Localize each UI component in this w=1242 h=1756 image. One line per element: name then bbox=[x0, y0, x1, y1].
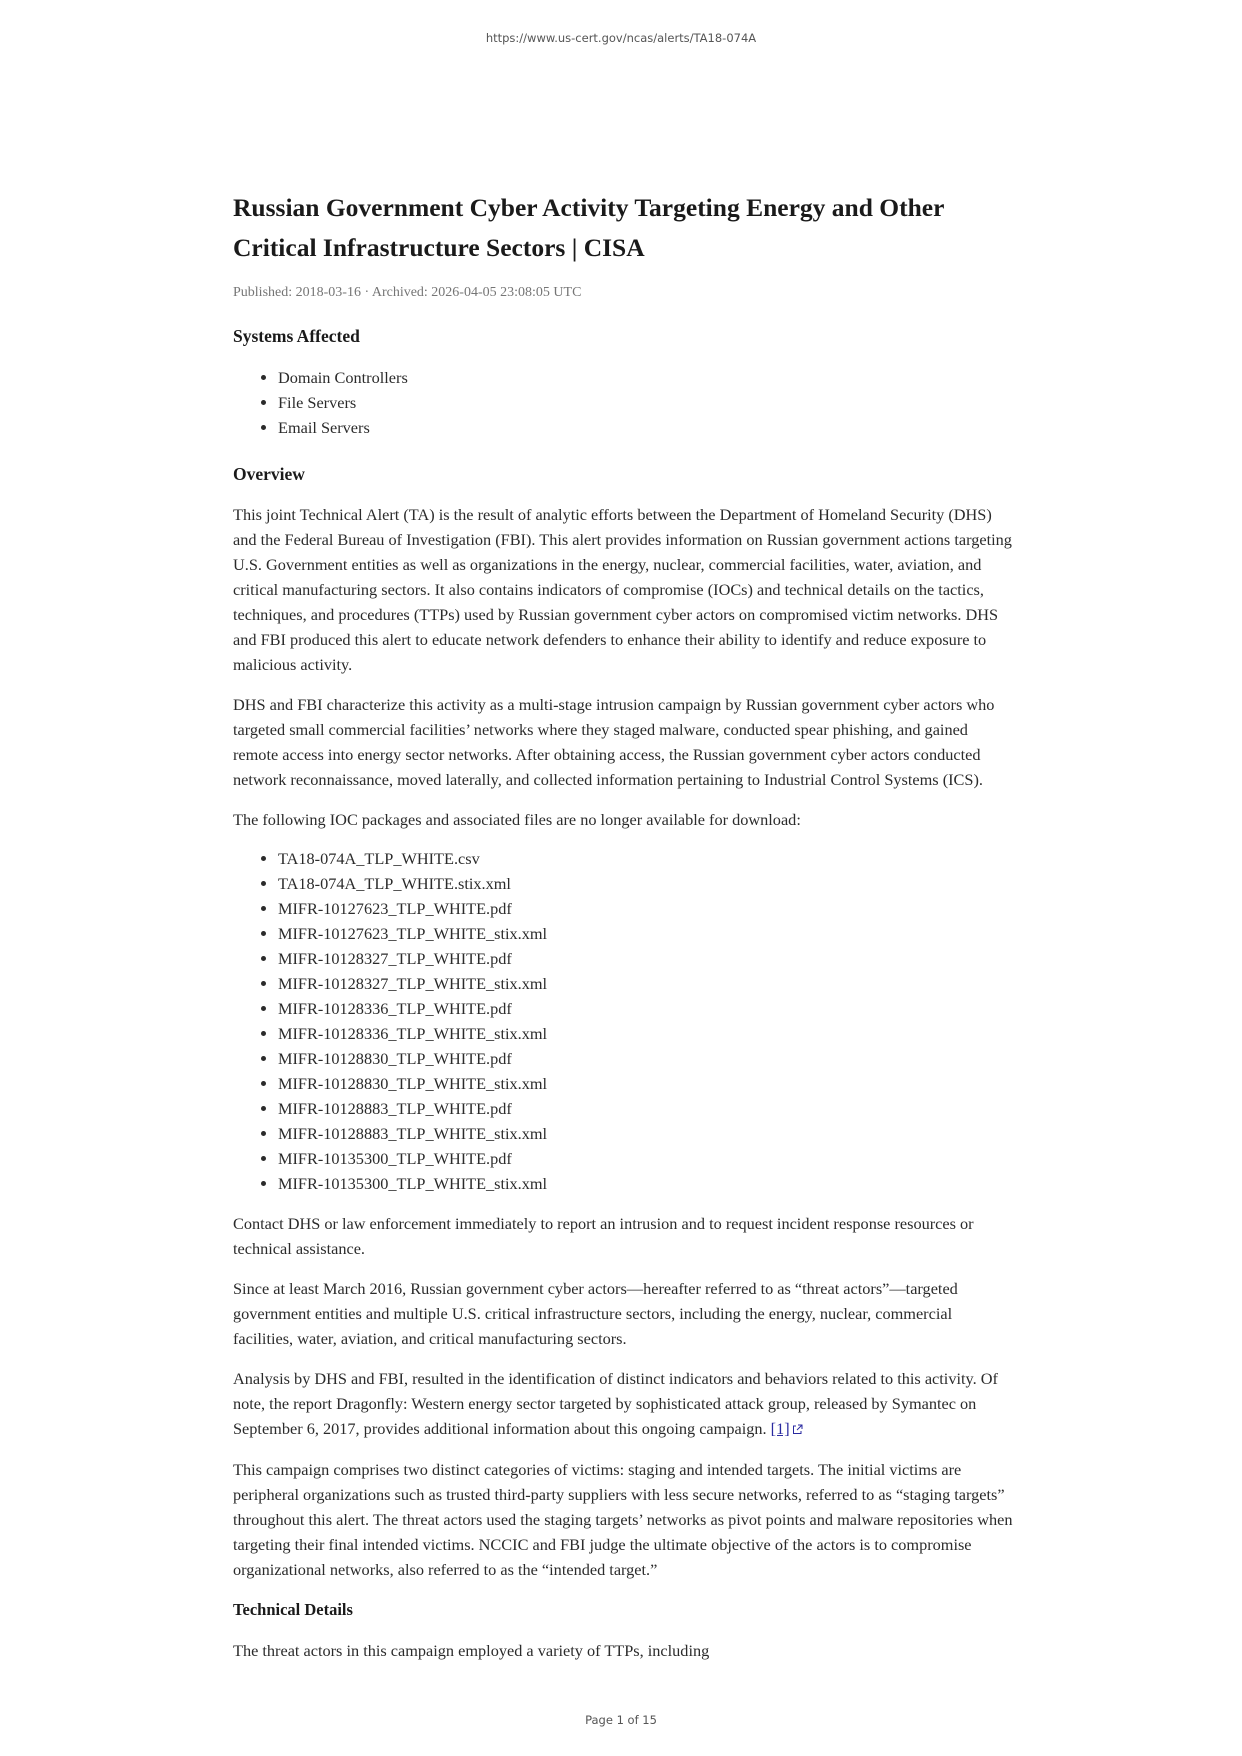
list-item: • Email Servers bbox=[278, 415, 1013, 440]
list-item: • MIFR-10127623_TLP_WHITE_stix.xml bbox=[278, 921, 1013, 946]
list-item: • File Servers bbox=[278, 390, 1013, 415]
overview-paragraph-6 bbox=[233, 1366, 1013, 1442]
list-item: • MIFR-10135300_TLP_WHITE_stix.xml bbox=[278, 1171, 1013, 1196]
list-item: • MIFR-10128327_TLP_WHITE.pdf bbox=[278, 946, 1013, 971]
overview-paragraph-4: Contact DHS or law enforcement immediately to report an intrusion and to request incident response resources or technical assistance. bbox=[233, 1214, 974, 1258]
list-item: • TA18-074A_TLP_WHITE.stix.xml bbox=[278, 871, 1013, 896]
list-item: • MIFR-10128883_TLP_WHITE_stix.xml bbox=[278, 1121, 1013, 1146]
systems-affected-list bbox=[233, 365, 1013, 440]
page-url: https://www.us-cert.gov/ncas/alerts/TA18-074A bbox=[485, 31, 757, 45]
list-item: • MIFR-10127623_TLP_WHITE.pdf bbox=[278, 896, 1013, 921]
list-item: • MIFR-10128327_TLP_WHITE_stix.xml bbox=[278, 971, 1013, 996]
technical-details-paragraph-1: The threat actors in this campaign employed a variety of TTPs, including bbox=[233, 1641, 710, 1660]
technical-details-heading: Technical Details bbox=[233, 1600, 353, 1619]
overview-paragraph-6-text: Analysis by DHS and FBI, resulted in the identification of distinct indicators and behaviors related to this activity. Of note, the report Dragonfly: Western energy sector targeted by sophisticated attack group, released by Symantec on September 6, 2017, provides additional information about this ongoing campaign. bbox=[233, 1369, 998, 1438]
overview-paragraph-2: DHS and FBI characterize this activity as a multi-stage intrusion campaign by Russian government cyber actors who targeted small commercial facilities’ networks where they staged malware, conducted spear phishing, and gained remote access into energy sector networks. After obtaining access, the Russian government cyber actors conducted network reconnaissance, moved laterally, and collected information pertaining to Industrial Control Systems (ICS). bbox=[233, 695, 995, 789]
page-title: Russian Government Cyber Activity Targeting Energy and Other Critical Infrastructure Sectors | CISA bbox=[233, 193, 944, 262]
overview-paragraph-5: Since at least March 2016, Russian government cyber actors—hereafter referred to as “threat actors”—targeted government entities and multiple U.S. critical infrastructure sectors, including the energy, nuclear, commercial facilities, water, aviation, and critical manufacturing sectors. bbox=[233, 1279, 958, 1348]
list-item: • MIFR-10128336_TLP_WHITE.pdf bbox=[278, 996, 1013, 1021]
list-item: • MIFR-10128883_TLP_WHITE.pdf bbox=[278, 1096, 1013, 1121]
overview-paragraph-1: This joint Technical Alert (TA) is the result of analytic efforts between the Department of Homeland Security (DHS) and the Federal Bureau of Investigation (FBI). This alert provides information on Russian government actions targeting U.S. Government entities as well as organizations in the energy, nuclear, commercial facilities, water, aviation, and critical manufacturing sectors. It also contains indicators of compromise (IOCs) and technical details on the tactics, techniques, and procedures (TTPs) used by Russian government cyber actors on compromised victim networks. DHS and FBI produced this alert to educate network defenders to enhance their ability to identify and reduce exposure to malicious activity. bbox=[233, 505, 1012, 674]
list-item: • MIFR-10128336_TLP_WHITE_stix.xml bbox=[278, 1021, 1013, 1046]
article bbox=[233, 188, 1013, 1663]
publish-meta: Published: 2018-03-16 · Archived: 2026-04-05 23:08:05 UTC bbox=[233, 285, 582, 300]
overview-heading: Overview bbox=[233, 464, 305, 484]
page-number: Page 1 of 15 bbox=[585, 1713, 657, 1727]
systems-affected-heading: Systems Affected bbox=[233, 326, 360, 346]
overview-paragraph-3: The following IOC packages and associated files are no longer available for download: bbox=[233, 810, 801, 829]
list-item: • MIFR-10128830_TLP_WHITE_stix.xml bbox=[278, 1071, 1013, 1096]
ioc-file-list bbox=[233, 846, 1013, 1196]
reference-link-1[interactable]: [1] bbox=[770, 1419, 790, 1438]
list-item: • Domain Controllers bbox=[278, 365, 1013, 390]
list-item: • TA18-074A_TLP_WHITE.csv bbox=[278, 846, 1013, 871]
list-item: • MIFR-10135300_TLP_WHITE.pdf bbox=[278, 1146, 1013, 1171]
overview-paragraph-7: This campaign comprises two distinct categories of victims: staging and intended targets. The initial victims are peripheral organizations such as trusted third-party suppliers with less secure networks, referred to as “staging targets” throughout this alert. The threat actors used the staging targets’ networks as pivot points and malware repositories when targeting their final intended victims. NCCIC and FBI judge the ultimate objective of the actors is to compromise organizational networks, also referred to as the “intended target.” bbox=[233, 1460, 1013, 1579]
external-link-icon bbox=[792, 1417, 803, 1442]
list-item: • MIFR-10128830_TLP_WHITE.pdf bbox=[278, 1046, 1013, 1071]
